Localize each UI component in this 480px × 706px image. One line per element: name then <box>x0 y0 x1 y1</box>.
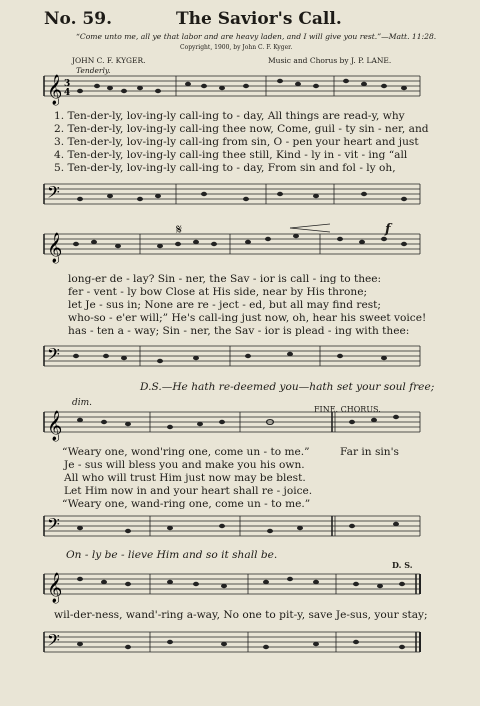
verse-line-3-cont: let Je - sus in; None are re - ject - ed, but all may find rest; <box>68 299 381 311</box>
refrain-line-5: “Weary one, wand-ring one, come un - to me.” <box>62 498 311 510</box>
svg-text:𝄢: 𝄢 <box>47 514 60 538</box>
dim-marking: dim. <box>72 398 93 408</box>
svg-text:4: 4 <box>64 88 71 98</box>
svg-text:𝄞: 𝄞 <box>47 75 63 105</box>
author-credit: JOHN C. F. KYGER. <box>72 56 146 65</box>
bass-staff-system-2 <box>0 338 480 378</box>
svg-text:𝄢: 𝄢 <box>47 630 60 654</box>
treble-staff-system-2 <box>0 226 480 276</box>
verse-line-4: 4. Ten-der-ly, lov-ing-ly call-ing thee still, Kind - ly in - vit - ing “all <box>54 149 408 161</box>
tempo-marking: Tenderly. <box>76 66 111 75</box>
svg-text:𝄞: 𝄞 <box>47 573 63 603</box>
verse-line-3: 3. Ten-der-ly, lov-ing-ly call-ing from sin, O - pen your heart and just <box>54 136 419 148</box>
chorus-first-words: Far in sin's <box>340 446 399 458</box>
refrain-line-4: Let Him now in and your heart shall re - joice. <box>64 485 313 497</box>
bass-staff-system-1 <box>0 176 480 216</box>
verse-line-1: 1. Ten-der-ly, lov-ing-ly call-ing to - day, All things are read-y, why <box>54 110 405 122</box>
ds-refrain-line: D.S.—He hath re-deemed you—hath set your soul free; <box>140 381 435 393</box>
composer-credit: Music and Chorus by J. P. LANE. <box>268 56 392 65</box>
svg-text:𝄢: 𝄢 <box>47 182 60 206</box>
chorus-line: wil-der-ness, wand'-ring a-way, No one to pit-y, save Je-sus, your stay; <box>54 609 428 621</box>
verse-line-2: 2. Ten-der-ly, lov-ing-ly call-ing thee now, Come, guil - ty sin - ner, and <box>54 123 429 135</box>
svg-text:𝄞: 𝄞 <box>47 233 63 263</box>
refrain-line-1: “Weary one, wond'ring one, come un - to me.” <box>62 446 310 458</box>
forte-marking: f <box>385 222 391 237</box>
bass-staff-system-3 <box>0 508 480 548</box>
fine-chorus-label: FINE. CHORUS. <box>314 405 381 414</box>
hymn-number: No. 59. <box>44 9 112 29</box>
segno-mark: 𝄋 <box>176 222 183 238</box>
svg-text:𝄢: 𝄢 <box>47 344 60 368</box>
ds-mark: D. S. <box>392 560 413 570</box>
svg-text:3: 3 <box>64 79 71 89</box>
epigraph: “Come unto me, all ye that labor and are heavy laden, and I will give you rest.”—Matt. 11:28. <box>76 32 437 41</box>
verse-line-4-cont: who-so - e'er will;” He's call-ing just now, oh, hear his sweet voice! <box>68 312 427 324</box>
hymn-title: The Savior's Call. <box>176 9 342 29</box>
chorus-bass-words: On - ly be - lieve Him and so it shall be. <box>66 549 278 561</box>
verse-line-5-cont: has - ten a - way; Sin - ner, the Sav - ior is plead - ing with thee: <box>68 325 410 337</box>
copyright: Copyright, 1900, by John C. F. Kyger. <box>180 44 293 51</box>
verse-line-2-cont: fer - vent - ly bow Close at His side, near by His throne; <box>68 286 368 298</box>
svg-text:𝄞: 𝄞 <box>47 411 63 441</box>
verse-line-5: 5. Ten-der-ly, lov-ing-ly call-ing to - day, From sin and fol - ly oh, <box>54 162 396 174</box>
refrain-line-3: All who will trust Him just now may be blest. <box>64 472 306 484</box>
bass-staff-system-4 <box>0 624 480 664</box>
verse-line-1-cont: long-er de - lay? Sin - ner, the Sav - ior is call - ing to thee: <box>68 273 382 285</box>
refrain-line-2: Je - sus will bless you and make you his own. <box>64 459 305 471</box>
